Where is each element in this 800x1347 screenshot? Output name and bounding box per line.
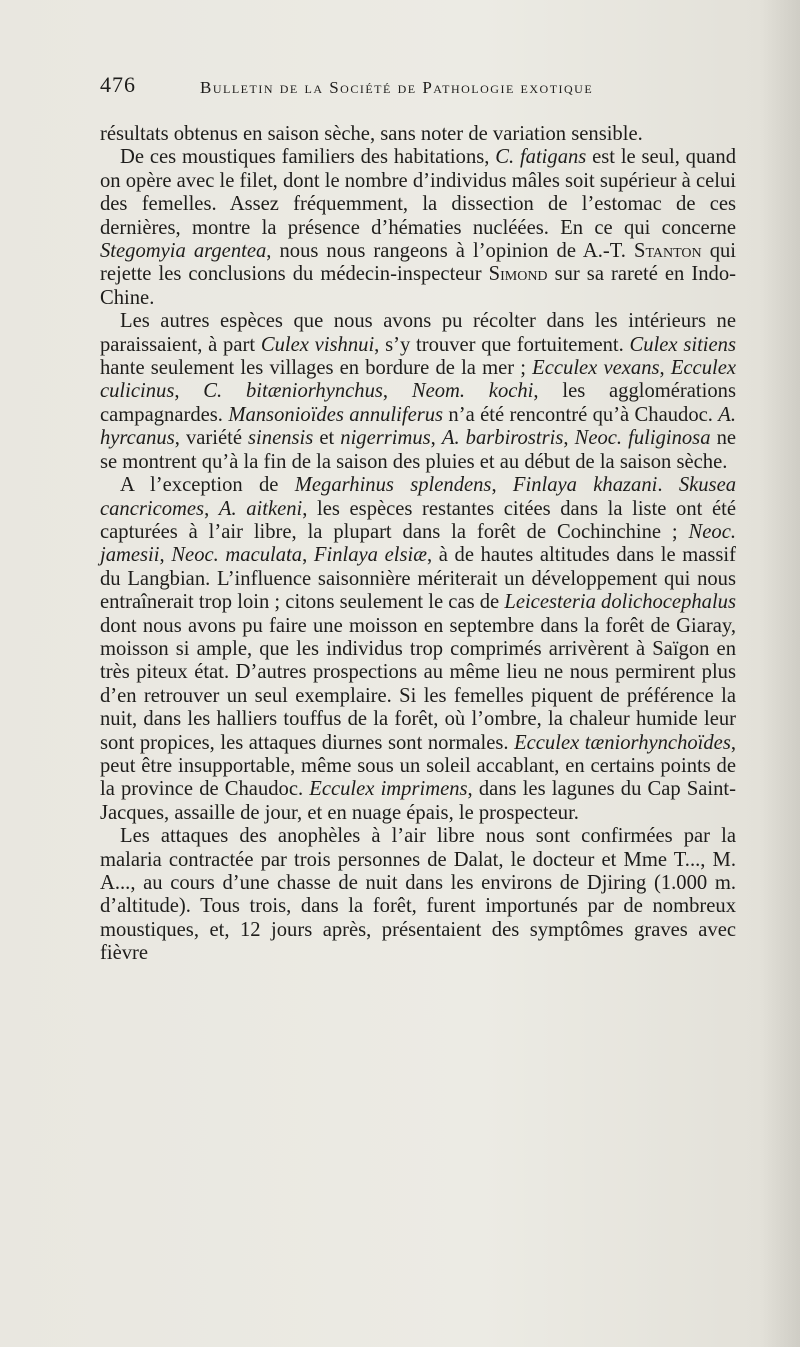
text-run: , variété (174, 427, 249, 450)
text-run: , à de hautes altitudes dans le massif du Langbian. L’influence saisonnière mériterait un développement qui nous entraînerait trop loin ; citons seulement le cas de (100, 544, 737, 614)
text-run: , les espèces restantes citées dans la liste ont été capturées à l’air libre, la plupart dans la forêt de Cochinchine ; (100, 497, 736, 543)
text-run: Les attaques des anophèles à l’air libre nous sont confirmées par la malaria contractée par trois personnes de Dalat, le docteur et Mme T..., M. A..., au cours d’une chasse de nuit dans les environs de Djiring (1.000 m. d’altitude). Tous trois, dans la forêt, furent importunés par de nombreux moustiques, et, 12 jours après, présentaient des symptômes graves avec fièvre (100, 825, 736, 965)
text-run: résultats obtenus en saison sèche, sans noter de variation sensible. (100, 123, 643, 145)
text-run: , (204, 497, 219, 520)
italic-run: Ecculex vexans (532, 357, 660, 380)
italic-run: Megarhinus splendens (294, 474, 492, 497)
text-run: , peut être insupportable, même sous un soleil accablant, en certains points de la province de Chaudoc. (100, 731, 736, 801)
italic-run: Stegomyia argentea (100, 240, 267, 263)
italic-run: Ecculex tæniorhynchoïdes (514, 731, 731, 754)
text-run: , (159, 544, 172, 567)
paragraph (100, 474, 736, 825)
text-run: sur sa rareté en Indo-Chine. (100, 263, 737, 309)
text-run: , (563, 427, 575, 450)
italic-run: Skusea cancricomes (100, 474, 737, 520)
text-run: , (430, 427, 442, 450)
italic-run: nigerrimus (340, 427, 431, 450)
italic-run: Neom. kochi (411, 380, 534, 403)
italic-run: sinensis (248, 427, 314, 450)
italic-run: Finlaya elsiæ (313, 544, 427, 567)
paragraph (100, 825, 736, 965)
text-run: , nous nous rangeons à l’opinion de A.-T. (266, 240, 635, 263)
running-title: Bulletin de la Société de Pathologie exotique (200, 78, 594, 97)
page-number: 476 (100, 72, 136, 97)
paragraph (100, 123, 736, 146)
text-run: A l’exception de (120, 474, 295, 497)
italic-run: Neoc. jamesii (100, 520, 736, 567)
text-run: , (302, 544, 314, 567)
italic-run: Culex vishnui (260, 333, 375, 356)
text-run: , (174, 380, 204, 403)
italic-run: Ecculex imprimens (309, 778, 468, 801)
text-run: Les autres espèces que nous avons pu récolter dans les intérieurs ne paraissaient, à part (100, 310, 736, 356)
italic-run: Finlaya khazani (512, 474, 658, 497)
paragraph (100, 310, 736, 474)
page-header (100, 72, 750, 106)
italic-run: A. aitkeni (218, 497, 303, 520)
text-run: hante seulement les villages en bordure de la mer ; (100, 357, 533, 380)
italic-run: Leicesteria dolichocephalus (504, 591, 736, 614)
text-run: n’a été rencontré qu’à Chaudoc. (443, 403, 719, 426)
text-run: , dans les lagunes du Cap Saint-Jacques, assaille de jour, et en nuage épais, le prospecteur. (100, 778, 737, 824)
italic-run: C. fatigans (495, 146, 587, 169)
italic-run: A. barbirostris (441, 427, 564, 450)
italic-run: Neoc. fuliginosa (574, 427, 711, 450)
italic-run: Culex sitiens (629, 333, 736, 356)
italic-run: C. bitæniorhynchus (203, 380, 383, 403)
text-run: , (382, 380, 412, 403)
text-run: . (657, 474, 679, 497)
text-run: dont nous avons pu faire une moisson en septembre dans la forêt de Giaray, moisson si ample, que les individus trop comprimés arrivèrent à Saïgon en très piteux état. D’autres prospections au même lieu ne nous permirent plus d’en retrouver un seul exemplaire. Si les femelles piquent de préférence la nuit, dans les halliers touffus de la forêt, où l’ombre, la chaleur humide leur sont propices, les attaques diurnes sont normales. (100, 614, 736, 754)
text-run: et (313, 427, 341, 450)
text-run: , (659, 357, 671, 380)
text-run: De ces moustiques familiers des habitations, (120, 146, 496, 169)
paragraph (100, 146, 736, 310)
text-run: ne se montrent qu’à la fin de la saison des pluies et au début de la saison sèche. (100, 427, 737, 473)
text-run: est le seul, quand on opère avec le filet, dont le nombre d’individus mâles soit supérieur à celui des femelles. Assez fréquemment, la dissection de l’estomac de ces dernières, montre la présence d’hématies nucléées. En ce qui concerne (100, 146, 736, 239)
small-caps-run: Simond (488, 263, 548, 286)
small-caps-run: Stanton (634, 240, 702, 263)
italic-run: Ecculex culicinus (100, 357, 736, 403)
text-run: qui rejette les conclusions du médecin-inspecteur (100, 240, 737, 286)
text-run: , les agglomérations campagnardes. (100, 380, 736, 426)
italic-run: Neoc. maculata (171, 544, 303, 567)
text-run: , s’y trouver que fortuitement. (374, 333, 630, 356)
text-run: , (491, 474, 513, 497)
body-text (100, 123, 736, 966)
italic-run: Mansonioïdes annuliferus (228, 403, 444, 426)
italic-run: A. hyrcanus (100, 403, 737, 450)
